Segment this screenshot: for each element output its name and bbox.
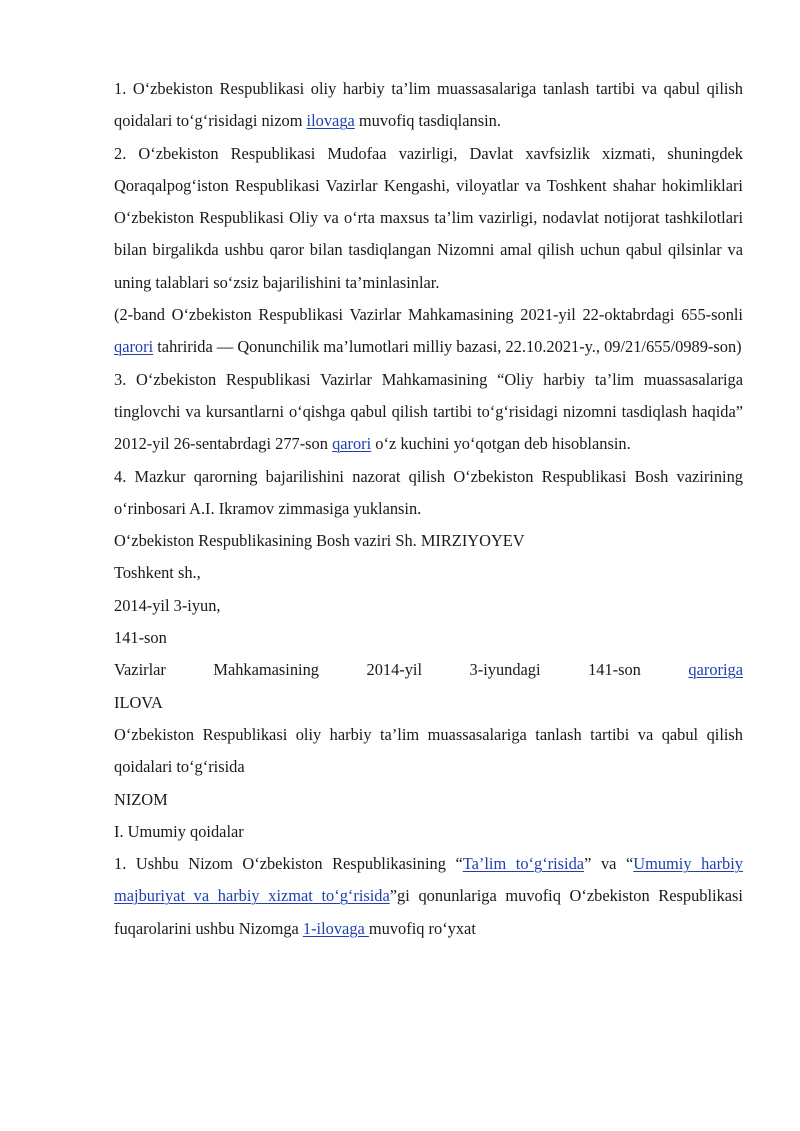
signature-number: 141-son: [114, 628, 167, 648]
appendix-reference-word: Vazirlar: [114, 660, 166, 680]
paragraph-1-text-start: 1. O‘zbekiston Respublikasi oliy harbiy ta’lim muassasalariga tanlash tartibi va qabul qilish qoidalari to‘g‘risidagi nizom: [114, 79, 743, 131]
appendix-reference-word: 141-son: [588, 660, 641, 680]
section-1-text-part: ”gi qonunlariga muvofiq O‘zbekiston Respublikasi fuqarolarini ushbu Nizomga: [114, 886, 743, 938]
appendix-label: ILOVA: [114, 692, 163, 712]
section-1-text-part: muvofiq ro‘yxat: [368, 918, 476, 938]
military-service-law-link[interactable]: Umumiy harbiy majburiyat va harbiy xizmat to‘g‘risida: [114, 854, 743, 906]
amendment-note-text-end: tahririda — Qonunchilik ma’lumotlari milliy bazasi, 22.10.2021-y., 09/21/655/0989-son): [153, 337, 742, 357]
regulation-heading: NIZOM: [114, 789, 168, 809]
regulation-title: O‘zbekiston Respublikasi oliy harbiy ta’lim muassasalariga tanlash tartibi va qabul qilish qoidalari to‘g‘risida: [114, 724, 743, 777]
appendix-reference-word: Mahkamasining: [213, 660, 319, 680]
appendix-reference: [114, 654, 743, 686]
resolution-2014-link[interactable]: qaroriga: [688, 660, 743, 680]
resolution-2012-link[interactable]: qarori: [332, 434, 372, 454]
appendix-reference-word: 3-iyundagi: [469, 660, 541, 680]
document-page: [114, 73, 743, 945]
section-1-text-part: 1. Ushbu Nizom O‘zbekiston Respublikasining “: [114, 854, 463, 874]
amendment-note-text-start: (2-band O‘zbekiston Respublikasi Vazirlar Mahkamasining 2021-yil 22-oktabrdagi 655-sonli: [114, 305, 743, 325]
paragraph-2: 2. O‘zbekiston Respublikasi Mudofaa vazirligi, Davlat xavfsizlik xizmati, shuningdek Qoraqalpog‘iston Respublikasi Vazirlar Kengashi, viloyatlar va Toshkent shahar hokimliklari O‘zbekiston Respublikasi Oliy va o‘rta maxsus ta’lim vazirligi, nodavlat notijorat tashkilotlari bilan birgalikda ushbu qaror bilan tasdiqlangan Nizomni amal qilish uchun qabul qilsinlar va uning talablari so‘zsiz bajarilishini ta’minlasinlar.: [114, 143, 743, 292]
section-1-paragraph-1: [114, 848, 743, 945]
signature-title: O‘zbekiston Respublikasining Bosh vaziri Sh. MIRZIYOYEV: [114, 531, 525, 551]
resolution-2021-link[interactable]: qarori: [114, 337, 154, 357]
section-title: I. Umumiy qoidalar: [114, 821, 244, 841]
signature-date: 2014-yil 3-iyun,: [114, 595, 221, 615]
signature-place: Toshkent sh.,: [114, 563, 201, 583]
paragraph-1-text-end: muvofiq tasdiqlansin.: [354, 111, 501, 131]
appendix-1-link[interactable]: 1-ilovaga: [302, 918, 369, 938]
education-law-link[interactable]: Ta’lim to‘g‘risida: [462, 854, 585, 874]
section-1-text-part: ” va “: [584, 854, 634, 874]
paragraph-2-amendment-note: [114, 299, 743, 364]
paragraph-3: [114, 364, 743, 461]
paragraph-3-text-start: 3. O‘zbekiston Respublikasi Vazirlar Mahkamasining “Oliy harbiy ta’lim muassasalariga tinglovchi va kursantlarni o‘qishga qabul qilish tartibi to‘g‘risidagi nizomni tasdiqlash haqida” 2012-yil 26-sentabrdagi 277-son: [114, 369, 743, 454]
paragraph-4: 4. Mazkur qarorning bajarilishini nazorat qilish O‘zbekiston Respublikasi Bosh vazirining o‘rinbosari A.I. Ikramov zimmasiga yuklansin.: [114, 466, 743, 518]
appendix-link[interactable]: ilovaga: [306, 111, 355, 131]
paragraph-3-text-end: o‘z kuchini yo‘qotgan deb hisoblansin.: [371, 434, 631, 454]
paragraph-1: [114, 73, 743, 138]
appendix-reference-word: 2014-yil: [366, 660, 423, 680]
